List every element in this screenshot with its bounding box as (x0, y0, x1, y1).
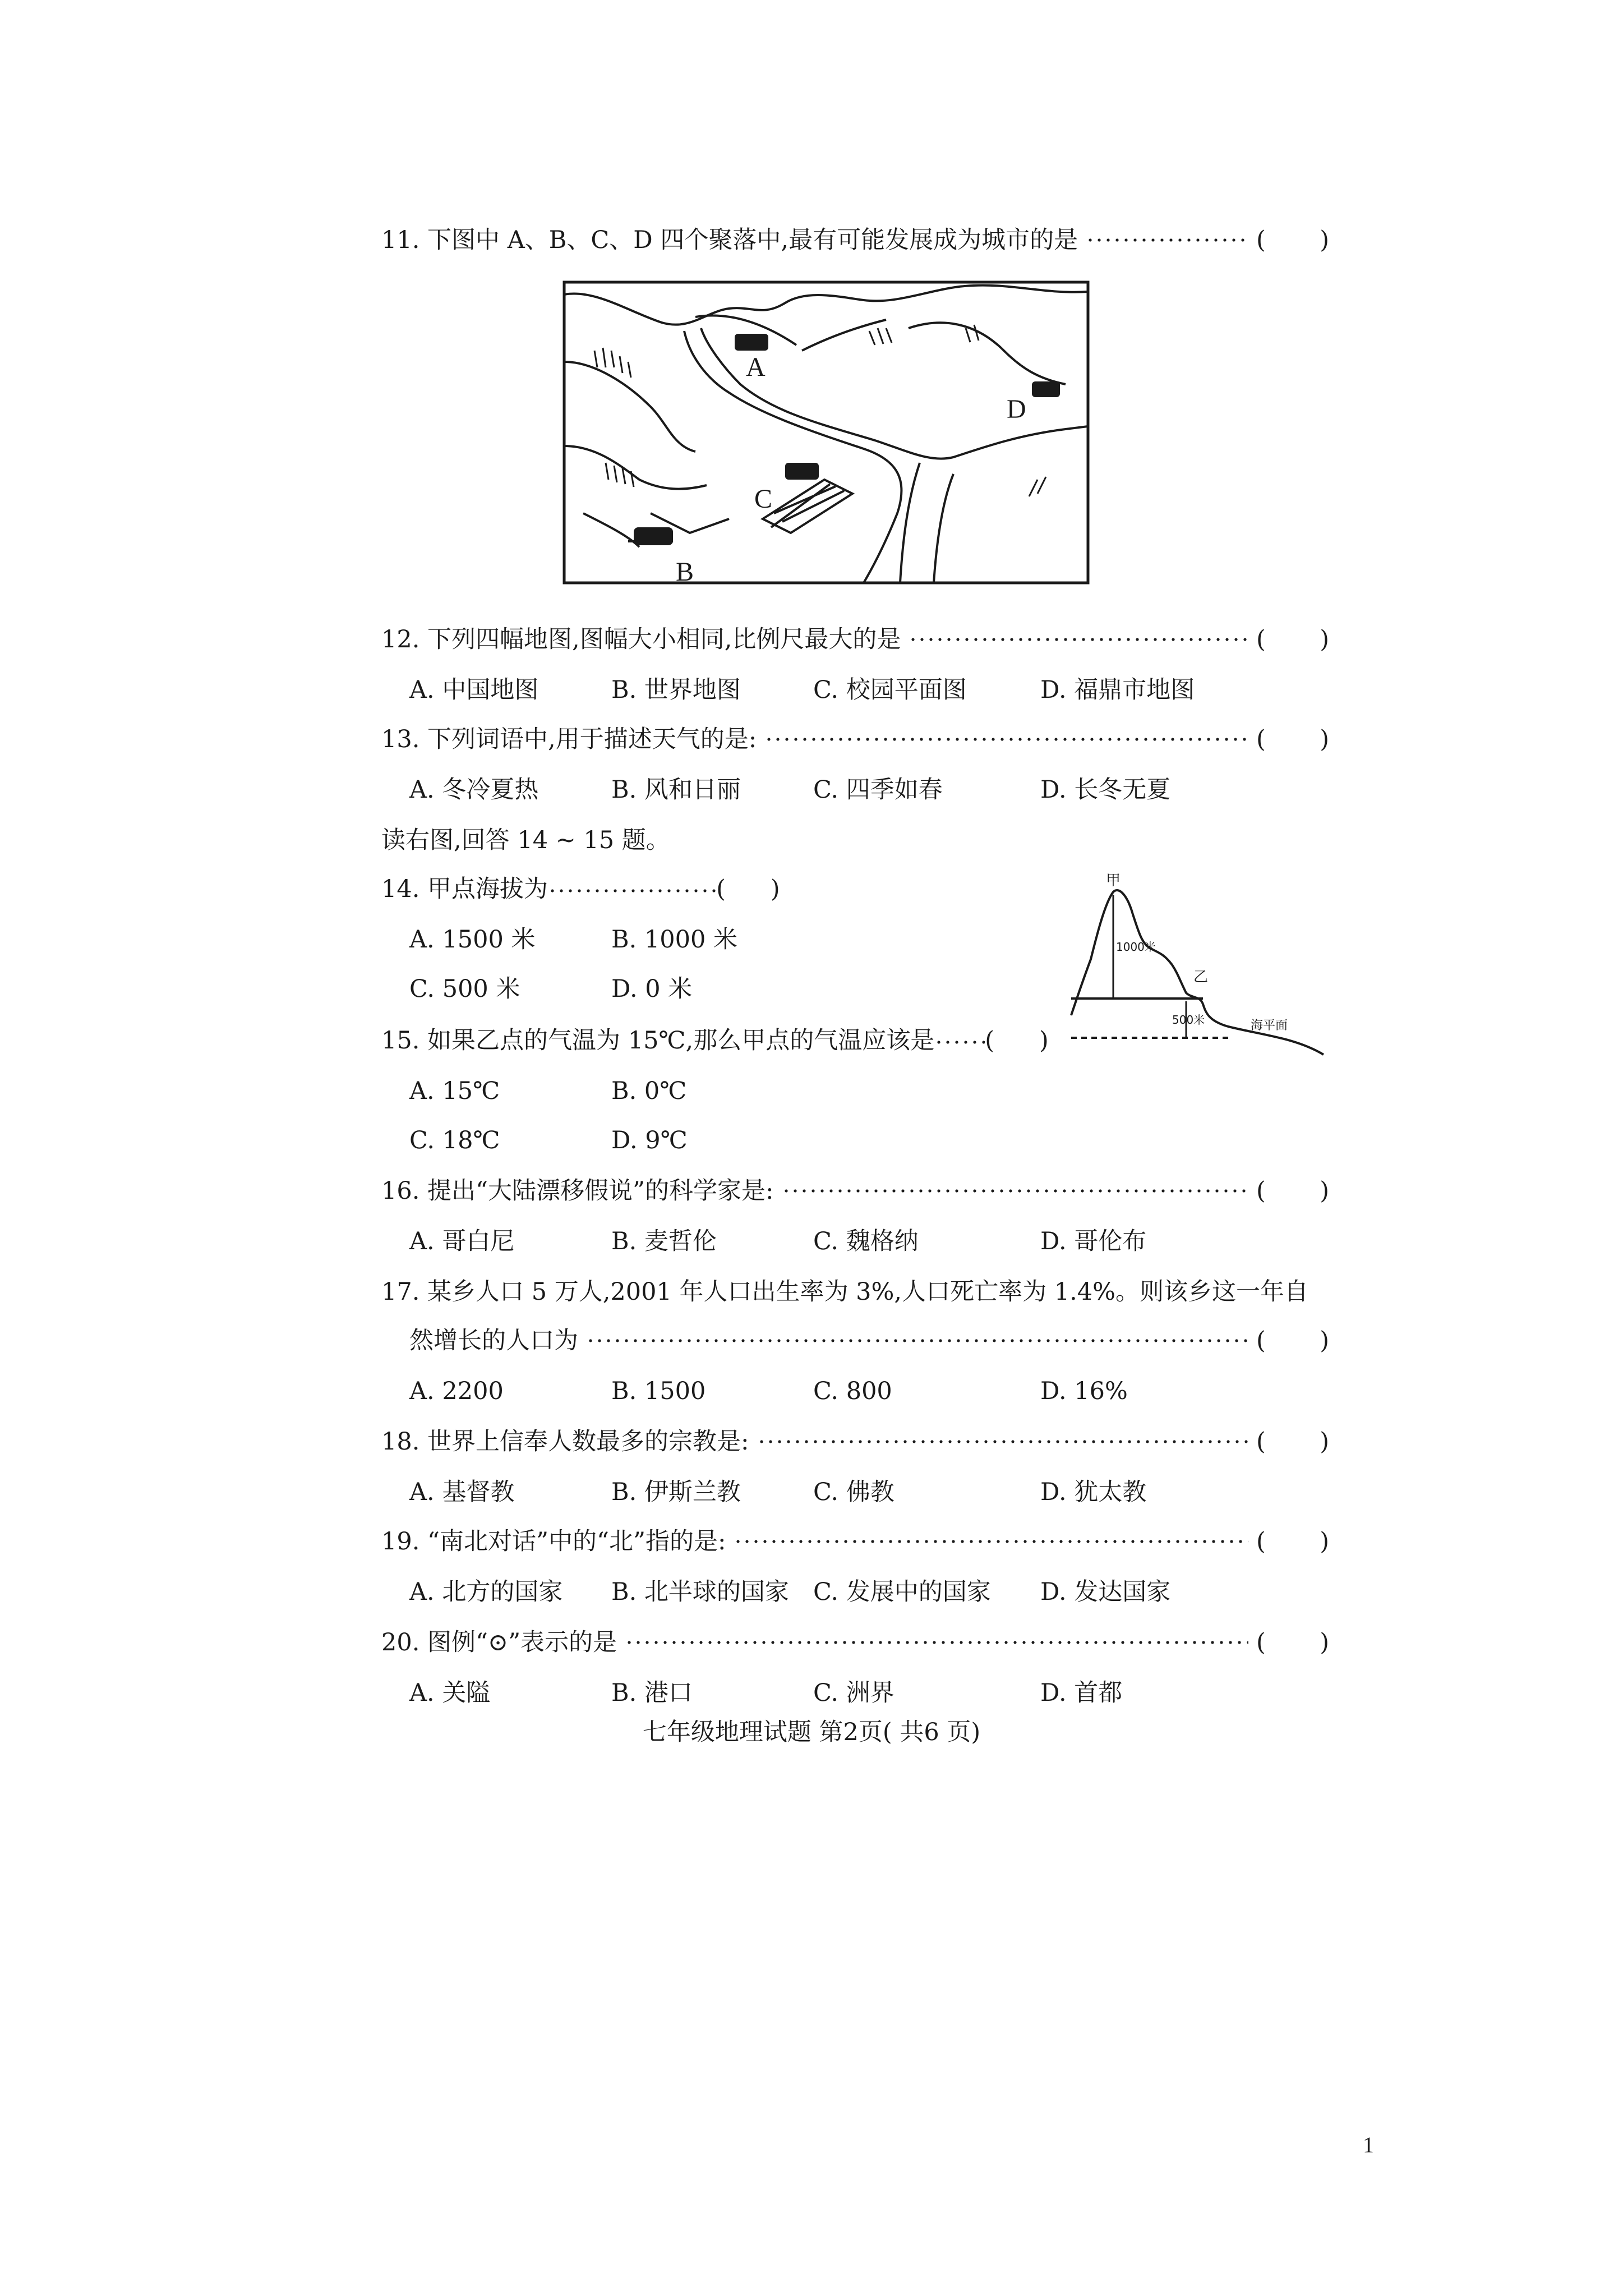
page-footer: 七年级地理试题 第2页( 共6 页) (642, 1718, 981, 1746)
option-c: C. 魏格纳 (813, 1227, 919, 1255)
options-15-row2 (409, 1124, 1329, 1157)
leader-dots (757, 1439, 1248, 1444)
option-a: A. 基督教 (409, 1478, 515, 1506)
option-a: A. 冬冷夏热 (409, 776, 539, 804)
question-text: 然增长的人口为 (409, 1327, 578, 1355)
answer-blank: ( ) (1256, 1527, 1329, 1556)
option-a: A. 1500 米 (409, 926, 536, 954)
read-instruction: 读右图,回答 14 ~ 15 题。 (381, 826, 670, 854)
option-b: B. 风和日丽 (611, 776, 741, 804)
question-20 (381, 1626, 1329, 1659)
question-18 (381, 1425, 1329, 1458)
leader-dots (586, 1338, 1248, 1343)
leader-dots (764, 737, 1248, 742)
option-c: C. 校园平面图 (813, 676, 967, 704)
question-13 (381, 723, 1329, 756)
question-text: 14. 甲点海拔为 (381, 875, 548, 903)
option-d: D. 9℃ (611, 1126, 688, 1154)
leader-dots (734, 1539, 1248, 1544)
height-label-1000: 1000米 (1116, 940, 1156, 954)
answer-blank: ( ) (1256, 625, 1329, 654)
option-b: B. 世界地图 (611, 676, 741, 704)
option-d: D. 犹太教 (1040, 1478, 1147, 1506)
option-b: B. 伊斯兰教 (611, 1478, 741, 1506)
peak-label: 甲 (1106, 872, 1121, 889)
option-a: A. 2200 (409, 1377, 504, 1405)
answer-blank: ( ) (1256, 725, 1329, 753)
leader-dots (782, 1188, 1248, 1194)
answer-blank: ( ) (1256, 1177, 1329, 1205)
option-b: B. 港口 (611, 1679, 693, 1707)
options-12 (409, 673, 1329, 707)
option-a: A. 北方的国家 (409, 1578, 563, 1606)
answer-blank: ( ) (1256, 1628, 1329, 1657)
question-text: 16. 提出“大陆漂移假说”的科学家是: (381, 1177, 774, 1205)
answer-blank: ( ) (1256, 1327, 1329, 1355)
page-number: 1 (1363, 2132, 1374, 2157)
option-d: D. 16% (1040, 1377, 1128, 1405)
option-c: C. 四季如春 (813, 776, 943, 804)
question-text: 19. “南北对话”中的“北”指的是: (381, 1527, 726, 1556)
settlement-map (561, 278, 1094, 592)
settlement-label-a: A (746, 352, 766, 382)
question-text: 20. 图例“⊙”表示的是 (381, 1628, 617, 1657)
leader-dots (625, 1640, 1248, 1645)
question-17 (409, 1324, 1329, 1358)
question-19 (381, 1525, 1329, 1558)
leader-dots (1086, 237, 1248, 243)
question-16 (381, 1174, 1329, 1208)
settlement-label-d: D (1007, 394, 1026, 424)
settlement-label-c: C (754, 484, 773, 514)
mountain-elevation-figure (1060, 869, 1329, 1071)
option-c: C. 800 (813, 1377, 892, 1405)
question-text: 11. 下图中 A、B、C、D 四个聚落中,最有可能发展成为城市的是 (381, 226, 1078, 254)
option-d: D. 长冬无夏 (1040, 776, 1171, 804)
leader-dots (934, 1039, 985, 1045)
option-c: C. 500 米 (409, 975, 520, 1003)
option-d: D. 发达国家 (1040, 1578, 1171, 1606)
option-b: B. 1500 (611, 1377, 706, 1405)
options-16 (409, 1225, 1329, 1258)
option-b: B. 麦哲伦 (611, 1227, 717, 1255)
question-text: 15. 如果乙点的气温为 15℃,那么甲点的气温应该是 (381, 1027, 935, 1055)
question-17-line1: 17. 某乡人口 5 万人,2001 年人口出生率为 3%,人口死亡率为 1.4%。则该乡这一年自 (381, 1278, 1308, 1306)
option-d: D. 首都 (1040, 1679, 1123, 1707)
option-b: B. 北半球的国家 (611, 1578, 789, 1606)
option-b: B. 0℃ (611, 1077, 687, 1105)
question-14: 14. 甲点海拔为 ( ) (381, 875, 780, 903)
leader-dots (909, 637, 1248, 642)
option-c: C. 佛教 (813, 1478, 895, 1506)
question-text: 13. 下列词语中,用于描述天气的是: (381, 725, 757, 753)
question-text: 18. 世界上信奉人数最多的宗教是: (381, 1428, 749, 1456)
option-a: A. 中国地图 (409, 676, 539, 704)
options-17 (409, 1374, 1329, 1408)
question-11 (381, 223, 1329, 257)
options-20 (409, 1676, 1329, 1710)
options-18 (409, 1475, 1329, 1509)
option-c: C. 洲界 (813, 1679, 895, 1707)
point-label: 乙 (1193, 969, 1209, 986)
option-d: D. 福鼎市地图 (1040, 676, 1195, 704)
height-label-500: 500米 (1172, 1013, 1205, 1027)
option-c: C. 发展中的国家 (813, 1578, 991, 1606)
options-19 (409, 1575, 1329, 1609)
question-text: 12. 下列四幅地图,图幅大小相同,比例尺最大的是 (381, 625, 901, 654)
question-12 (381, 623, 1329, 656)
options-13 (409, 773, 1329, 807)
settlement-label-b: B (676, 557, 694, 587)
option-c: C. 18℃ (409, 1126, 500, 1154)
option-a: A. 哥白尼 (409, 1227, 515, 1255)
option-d: D. 0 米 (611, 975, 693, 1003)
options-15-row1 (409, 1074, 1329, 1108)
leader-dots (548, 888, 716, 894)
option-a: A. 关隘 (409, 1679, 491, 1707)
option-d: D. 哥伦布 (1040, 1227, 1147, 1255)
answer-blank: ( ) (1256, 226, 1329, 254)
option-b: B. 1000 米 (611, 926, 738, 954)
answer-blank: ( ) (1256, 1428, 1329, 1456)
sea-level-label: 海平面 (1251, 1019, 1288, 1033)
question-15: 15. 如果乙点的气温为 15℃,那么甲点的气温应该是 ( ) (381, 1027, 1049, 1055)
option-a: A. 15℃ (409, 1077, 500, 1105)
